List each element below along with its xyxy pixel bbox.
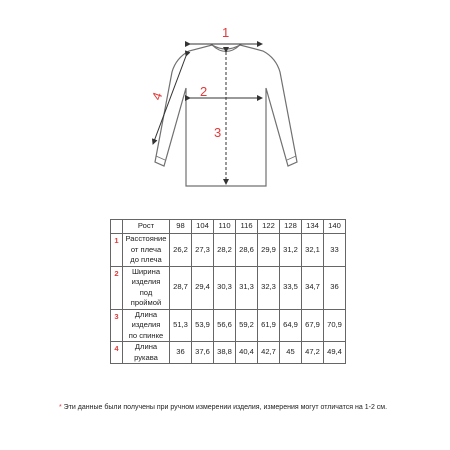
measure-3-label: 3: [214, 125, 222, 140]
header-size: 116: [236, 220, 258, 234]
value-cell: 36: [324, 266, 346, 309]
table-row: [111, 342, 346, 364]
value-cell: 47,2: [302, 342, 324, 364]
value-cell: 37,6: [192, 342, 214, 364]
header-size: 104: [192, 220, 214, 234]
value-cell: 26,2: [170, 234, 192, 267]
row-index: 4: [111, 342, 123, 364]
row-index: 3: [111, 309, 123, 342]
table-row: [111, 266, 346, 309]
value-cell: 28,6: [236, 234, 258, 267]
size-table: [110, 219, 346, 364]
value-cell: 42,7: [258, 342, 280, 364]
row-index: 1: [111, 234, 123, 267]
footnote-star: *: [59, 404, 62, 411]
table-row: [111, 234, 346, 267]
value-cell: 67,9: [302, 309, 324, 342]
header-index-cell: [111, 220, 123, 234]
value-cell: 53,9: [192, 309, 214, 342]
measure-1-label: 1: [222, 25, 230, 40]
header-size: 98: [170, 220, 192, 234]
value-cell: 70,9: [324, 309, 346, 342]
header-size: 128: [280, 220, 302, 234]
value-cell: 28,2: [214, 234, 236, 267]
header-label: Рост: [123, 220, 170, 234]
header-size: 122: [258, 220, 280, 234]
value-cell: 49,4: [324, 342, 346, 364]
value-cell: 27,3: [192, 234, 214, 267]
value-cell: 38,8: [214, 342, 236, 364]
row-label: Ширина изделия под проймой: [123, 266, 170, 309]
value-cell: 32,3: [258, 266, 280, 309]
row-index: 2: [111, 266, 123, 309]
value-cell: 33,5: [280, 266, 302, 309]
value-cell: 64,9: [280, 309, 302, 342]
table-header-row: [111, 220, 346, 234]
row-label: Расстояние от плеча до плеча: [123, 234, 170, 267]
value-cell: 40,4: [236, 342, 258, 364]
value-cell: 29,4: [192, 266, 214, 309]
footnote: [59, 404, 387, 411]
value-cell: 29,9: [258, 234, 280, 267]
header-size: 134: [302, 220, 324, 234]
header-size: 140: [324, 220, 346, 234]
value-cell: 56,6: [214, 309, 236, 342]
value-cell: 31,2: [280, 234, 302, 267]
table-row: [111, 309, 346, 342]
row-label: Длина рукава: [123, 342, 170, 364]
garment-diagram: [0, 0, 450, 200]
value-cell: 36: [170, 342, 192, 364]
row-label: Длина изделия по спинке: [123, 309, 170, 342]
value-cell: 31,3: [236, 266, 258, 309]
value-cell: 30,3: [214, 266, 236, 309]
value-cell: 33: [324, 234, 346, 267]
value-cell: 45: [280, 342, 302, 364]
footnote-text: Эти данные были получены при ручном измерении изделия, измерения могут отличатся на 1-2 см.: [61, 404, 388, 411]
value-cell: 59,2: [236, 309, 258, 342]
value-cell: 32,1: [302, 234, 324, 267]
measure-2-label: 2: [200, 84, 208, 99]
header-size: 110: [214, 220, 236, 234]
value-cell: 28,7: [170, 266, 192, 309]
value-cell: 61,9: [258, 309, 280, 342]
measure-4-label: 4: [148, 90, 166, 103]
value-cell: 51,3: [170, 309, 192, 342]
value-cell: 34,7: [302, 266, 324, 309]
